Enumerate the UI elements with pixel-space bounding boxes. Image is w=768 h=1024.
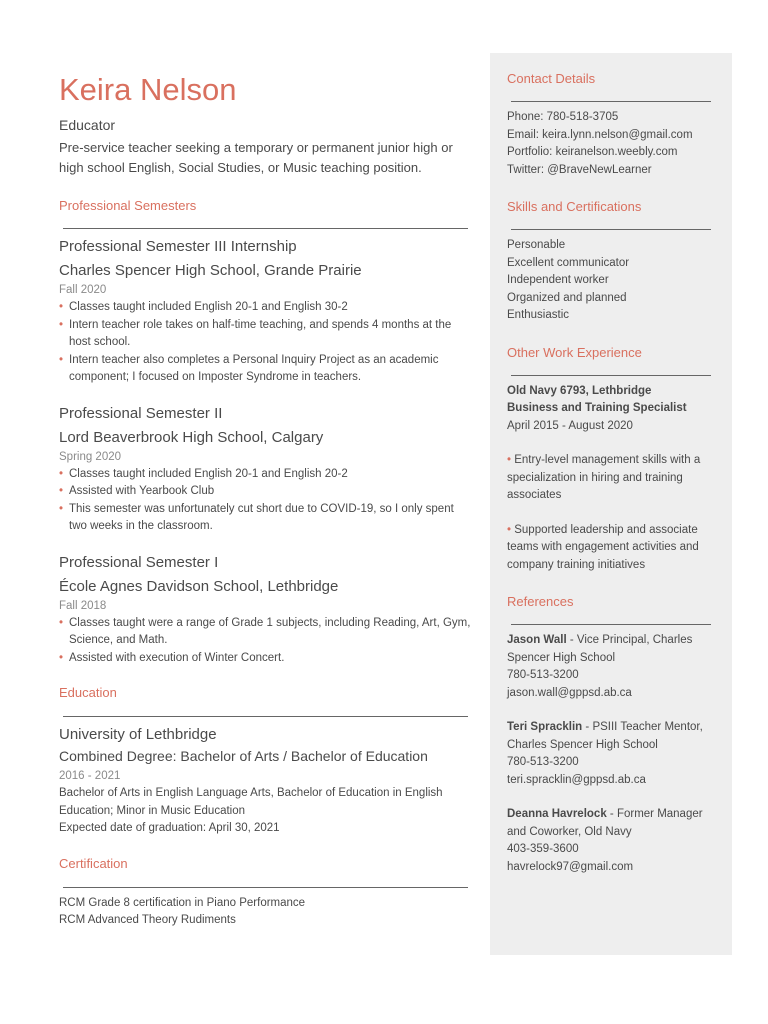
- list-item: RCM Grade 8 certification in Piano Performance: [59, 896, 306, 909]
- semester-bullets: [59, 615, 471, 668]
- contact-phone: Phone: 780-518-3705: [507, 111, 619, 123]
- reference-entry: [507, 632, 732, 702]
- reference-email: jason.wall@gppsd.ab.ca: [507, 686, 632, 699]
- section-divider: [511, 375, 711, 376]
- work-date: April 2015 - August 2020: [507, 419, 633, 432]
- professional-heading: Professional Semesters: [59, 198, 197, 213]
- work-role: Business and Training Specialist: [507, 402, 687, 414]
- list-item: • This semester was unfortunately cut short due to COVID-19, so I only spent two weeks in the classroom.: [59, 502, 454, 532]
- semester-entry: [59, 236, 471, 387]
- reference-phone: 403-359-3600: [507, 843, 579, 855]
- bullet-icon: •: [59, 467, 64, 480]
- semester-title: Professional Semester I: [59, 553, 219, 571]
- work-entry: [507, 383, 732, 575]
- bullet-icon: •: [59, 651, 64, 664]
- bullet-icon: •: [59, 301, 64, 313]
- education-degree: Combined Degree: Bachelor of Arts / Bachelor of Education: [59, 748, 428, 764]
- list-item: • Classes taught included English 20-1 and English 30-2: [59, 299, 471, 317]
- reference-title: [507, 806, 722, 841]
- semester-school: Lord Beaverbrook High School, Calgary: [59, 428, 324, 446]
- section-divider: [511, 624, 711, 625]
- section-divider: [511, 101, 711, 102]
- contact-portfolio: Portfolio: keiranelson.weebly.com: [507, 146, 678, 158]
- list-item: • Classes taught were a range of Grade 1 subjects, including Reading, Art, Gym, Science, and Math.: [59, 616, 471, 646]
- work-employer: Old Navy 6793, Lethbridge: [507, 384, 652, 397]
- list-item: Organized and planned: [507, 291, 627, 304]
- bullet-icon: •: [59, 353, 64, 366]
- certification-list: [59, 895, 471, 930]
- reference-name: Teri Spracklin: [507, 721, 583, 733]
- education-entry: [59, 724, 471, 838]
- contact-details: [507, 109, 732, 179]
- skills-list: [507, 237, 732, 325]
- list-item: • Supported leadership and associate teams with engagement activities and company training initiatives: [507, 523, 699, 571]
- contact-twitter: Twitter: @BraveNewLearner: [507, 163, 652, 176]
- references-heading: References: [507, 594, 574, 609]
- summary: Pre-service teacher seeking a temporary or permanent junior high or high school English, Social Studies, or Music teaching position.: [59, 140, 453, 175]
- semester-bullets: [59, 299, 471, 387]
- section-divider: [63, 887, 468, 888]
- reference-email: havrelock97@gmail.com: [507, 860, 634, 873]
- semester-date: Fall 2020: [59, 284, 107, 296]
- reference-name: Deanna Havrelock: [507, 808, 607, 820]
- list-item: • Classes taught included English 20-1 and English 20-2: [59, 466, 471, 484]
- list-item: • Intern teacher also completes a Personal Inquiry Project as an academic component; I focused on Imposter Syndrome in teachers.: [59, 353, 439, 383]
- references-list: [507, 632, 732, 876]
- reference-email: teri.spracklin@gppsd.ab.ca: [507, 773, 646, 786]
- list-item: Independent worker: [507, 274, 609, 286]
- contact-heading: Contact Details: [507, 71, 596, 86]
- education-graduation: Expected date of graduation: April 30, 2021: [59, 822, 280, 834]
- list-item: Excellent communicator: [507, 256, 630, 269]
- semester-title: Professional Semester III Internship: [59, 238, 297, 255]
- section-divider: [63, 716, 468, 717]
- reference-name: Jason Wall: [507, 634, 567, 646]
- list-item: • Assisted with execution of Winter Concert.: [59, 650, 471, 668]
- reference-role: - Vice Principal, Charles Spencer High School: [507, 634, 693, 664]
- skills-heading: Skills and Certifications: [507, 199, 642, 214]
- contact-email: Email: keira.lynn.nelson@gmail.com: [507, 128, 693, 141]
- job-title: Educator: [59, 117, 116, 133]
- list-item: • Entry-level management skills with a specialization in hiring and training associates: [507, 454, 701, 501]
- bullet-icon: •: [507, 523, 512, 536]
- list-item: RCM Advanced Theory Rudiments: [59, 914, 236, 926]
- work-heading: Other Work Experience: [507, 344, 642, 360]
- reference-title: [507, 719, 722, 754]
- sidebar: [490, 53, 732, 955]
- semester-date: Spring 2020: [59, 450, 122, 463]
- semester-school: École Agnes Davidson School, Lethbridge: [59, 577, 339, 595]
- semester-entry: [59, 552, 471, 668]
- main-column: [59, 70, 471, 930]
- list-item: Enthusiastic: [507, 309, 570, 321]
- semester-school: Charles Spencer High School, Grande Prairie: [59, 262, 362, 279]
- certification-heading: Certification: [59, 855, 128, 871]
- education-details: Bachelor of Arts in English Language Arts, Bachelor of Education in English Education; Minor in Music Education: [59, 787, 443, 817]
- candidate-name: Keira Nelson: [59, 72, 237, 107]
- education-school: University of Lethbridge: [59, 726, 217, 743]
- bullet-icon: •: [59, 616, 64, 629]
- education-heading: Education: [59, 685, 117, 700]
- reference-entry: [507, 806, 732, 876]
- semester-date: Fall 2018: [59, 599, 107, 612]
- bullet-icon: •: [59, 502, 64, 515]
- reference-title: [507, 632, 722, 667]
- semester-bullets: [59, 466, 471, 536]
- list-item: • Assisted with Yearbook Club: [59, 483, 471, 501]
- list-item: Personable: [507, 239, 566, 251]
- reference-entry: [507, 719, 732, 789]
- reference-role: - Former Manager and Coworker, Old Navy: [507, 808, 703, 838]
- section-divider: [63, 228, 468, 229]
- reference-phone: 780-513-3200: [507, 756, 579, 768]
- bullet-icon: •: [59, 485, 64, 497]
- bullet-icon: •: [507, 454, 512, 466]
- reference-phone: 780-513-3200: [507, 669, 579, 681]
- reference-role: - PSIII Teacher Mentor, Charles Spencer High School: [507, 721, 703, 751]
- bullet-icon: •: [59, 318, 64, 331]
- semester-title: Professional Semester II: [59, 404, 223, 422]
- list-item: • Intern teacher role takes on half-time teaching, and spends 4 months at the host school.: [59, 318, 452, 348]
- section-divider: [511, 229, 711, 230]
- education-date: 2016 - 2021: [59, 770, 121, 782]
- semester-entry: [59, 403, 471, 536]
